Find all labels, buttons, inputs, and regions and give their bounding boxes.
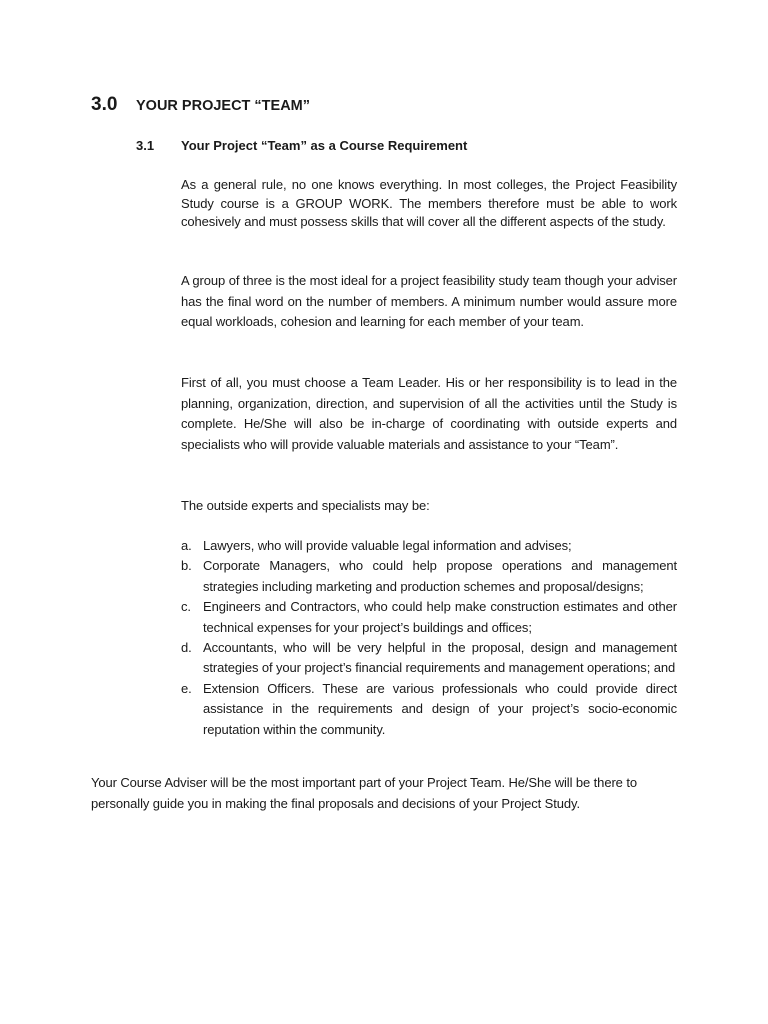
list-item: [181, 679, 677, 740]
list-item-text: Extension Officers. These are various professionals who could provide direct assistance in the requirements and design of your project’s socio-economic reputation within the community.: [203, 680, 677, 737]
subsection-heading: [136, 138, 467, 153]
section-title: YOUR PROJECT “TEAM”: [136, 98, 311, 114]
list-item-text: Lawyers, who will provide valuable legal information and advises;: [203, 538, 572, 553]
list-item-text: Engineers and Contractors, who could help make construction estimates and other technical expenses for your project’s buildings and offices;: [203, 599, 677, 635]
list-item: [181, 536, 677, 556]
subsection-number: 3.1: [136, 138, 155, 153]
list-marker: e.: [181, 680, 192, 696]
section-number: 3.0: [91, 94, 118, 115]
section-heading: [91, 94, 310, 116]
paragraph-team-leader: First of all, you must choose a Team Leader. His or her responsibility is to lead in the planning, organization, direction, and supervision of all the activities until the Study is complete. He/She will also be in-charge of coordinating with outside experts and specialists who will provide valuable materials and assistance to your “Team”.: [181, 375, 677, 452]
list-marker: d.: [181, 640, 192, 656]
list-marker: a.: [181, 538, 192, 553]
list-item-text: Accountants, who will be very helpful in the proposal, design and management strategies of your project’s financial requirements and management operations; and: [203, 640, 677, 676]
paragraph-general-rule: As a general rule, no one knows everything. In most colleges, the Project Feasibility Study course is a GROUP WORK. The members therefore must be able to work cohesively and must possess skills that will cover all the different aspects of the study.: [181, 177, 677, 229]
paragraph-experts-intro: The outside experts and specialists may be:: [181, 498, 430, 513]
paragraph-course-adviser: Your Course Adviser will be the most important part of your Project Team. He/She will be there to personally guide you in making the final proposals and decisions of your Project Study.: [91, 775, 637, 811]
list-item: [181, 638, 677, 679]
list-marker: b.: [181, 558, 192, 574]
paragraph-group-size: A group of three is the most ideal for a project feasibility study team though your adviser has the final word on the number of members. A minimum number would assure more equal workloads, cohesion and learning for each member of your team.: [181, 273, 677, 329]
list-marker: c.: [181, 599, 191, 615]
subsection-title: Your Project “Team” as a Course Requirement: [181, 138, 468, 153]
list-item-text: Corporate Managers, who could help propose operations and management strategies including marketing and production schemes and proposal/designs;: [203, 558, 677, 594]
experts-list: [181, 536, 677, 740]
list-item: [181, 597, 677, 638]
list-item: [181, 556, 677, 597]
